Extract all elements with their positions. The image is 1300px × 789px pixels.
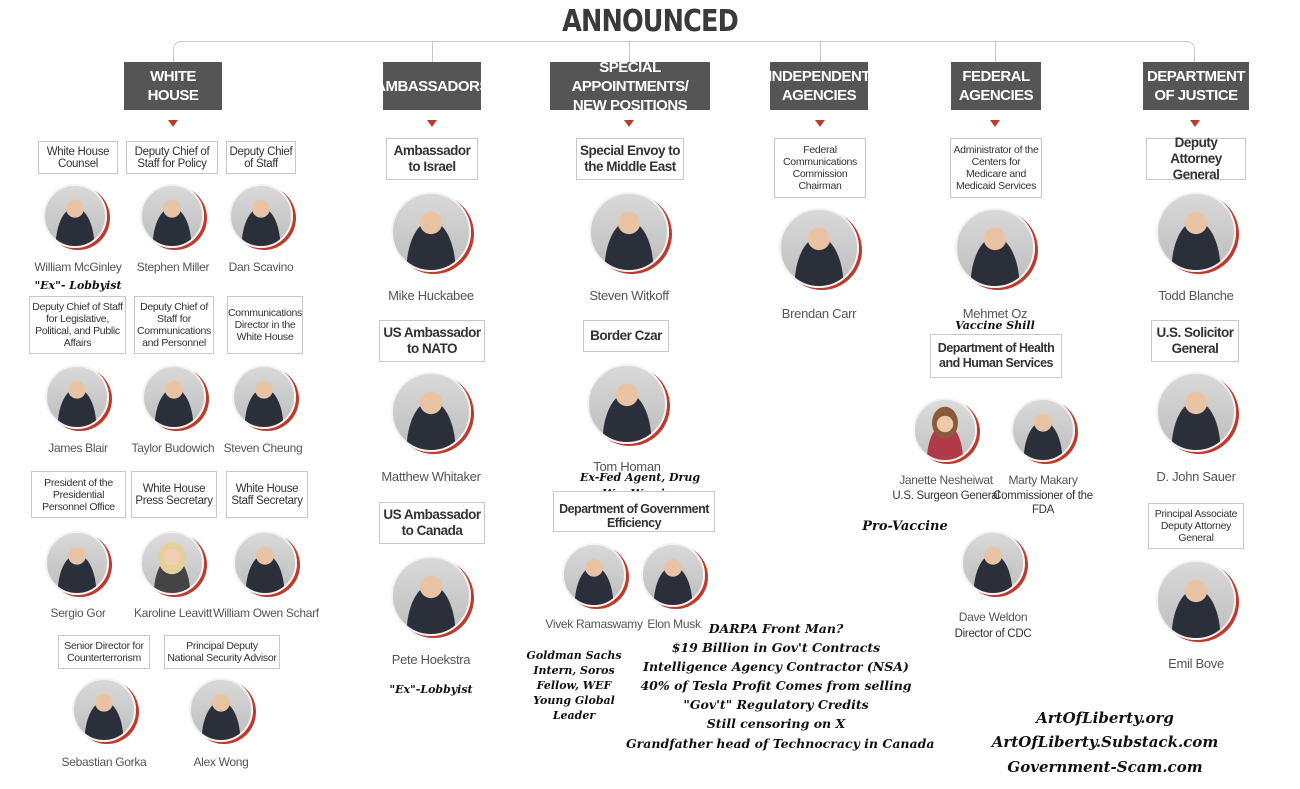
portrait-avatar <box>1156 192 1236 272</box>
role-box: Deputy Chief of Staff for Policy <box>126 141 218 174</box>
role-box: US Ambassador to NATO <box>379 320 485 362</box>
portrait-avatar <box>232 365 296 429</box>
person-name: Matthew Whitaker <box>381 469 481 484</box>
arrow-icon <box>624 120 634 127</box>
role-box: Deputy Chief of Staff <box>226 141 296 174</box>
page-title: ANNOUNCED <box>562 4 738 39</box>
person-name: James Blair <box>48 441 108 455</box>
person-role: Commissioner of the FDA <box>993 490 1093 516</box>
portrait-avatar <box>779 208 859 288</box>
person-name: Sergio Gor <box>50 606 106 620</box>
annotation: Vaccine Shill <box>955 319 1035 332</box>
role-box: Special Envoy to the Middle East <box>576 138 684 180</box>
header-independent-agencies: INDEPENDENT AGENCIES <box>770 62 868 110</box>
portrait-avatar <box>45 365 109 429</box>
person-name: Dave Weldon <box>958 610 1028 624</box>
person-name: Steven Witkoff <box>589 288 669 303</box>
arrow-icon <box>1190 120 1200 127</box>
connector-line <box>820 41 821 63</box>
role-box: Deputy Attorney General <box>1146 138 1246 180</box>
annotation: Ex-Fed Agent, Drug <box>579 471 701 484</box>
connector-line <box>995 41 996 63</box>
header-department-of-justice: DEPARTMENT OF JUSTICE <box>1143 62 1249 110</box>
portrait-avatar <box>142 365 206 429</box>
person-role: Director of CDC <box>954 628 1032 640</box>
role-box: U.S. Solicitor General <box>1151 320 1239 362</box>
role-box: Border Czar <box>583 320 669 352</box>
annotation: Fellow, WEF <box>536 679 612 692</box>
portrait-avatar <box>391 372 471 452</box>
portrait-avatar <box>562 543 626 607</box>
annotation: Leader <box>552 709 596 722</box>
annotation: "Gov't" Regulatory Credits <box>683 697 869 712</box>
arrow-icon <box>815 120 825 127</box>
role-box: Principal Deputy National Security Advisor <box>164 635 280 669</box>
role-box: Department of Government Efficiency <box>553 491 715 532</box>
annotation: Goldman Sachs <box>526 649 622 662</box>
role-box: Deputy Chief of Staff for Communications and Personnel <box>134 296 214 354</box>
role-box: Senior Director for Counterterrorism <box>58 635 150 669</box>
person-name: Taylor Budowich <box>131 441 215 455</box>
person-name: Alex Wong <box>193 755 249 769</box>
annotation: Intern, Soros <box>533 664 615 677</box>
role-box: White House Counsel <box>38 141 118 174</box>
annotation: "Ex"- Lobbyist <box>34 279 122 292</box>
person-role: U.S. Surgeon General <box>892 490 1000 502</box>
person-name: Karoline Leavitt <box>134 606 212 620</box>
annotation: 40% of Tesla Profit Comes from selling <box>640 678 912 693</box>
role-box: Administrator of the Centers for Medicare and Medicaid Services <box>950 138 1042 198</box>
portrait-avatar <box>391 556 471 636</box>
portrait-avatar <box>587 364 667 444</box>
person-name: Mehmet Oz <box>962 306 1028 321</box>
annotation: $19 Billion in Gov't Contracts <box>671 640 881 655</box>
portrait-avatar <box>955 208 1035 288</box>
arrow-icon <box>990 120 1000 127</box>
person-name: Brendan Carr <box>781 306 857 321</box>
role-box: Ambassador to Israel <box>386 138 478 180</box>
header-white-house: WHITE HOUSE <box>124 62 222 110</box>
role-box: Federal Communications Commission Chairman <box>774 138 866 198</box>
person-name: Elon Musk <box>647 617 701 631</box>
role-box: Department of Health and Human Services <box>930 334 1062 378</box>
portrait-avatar <box>233 531 297 595</box>
person-name: Mike Huckabee <box>388 288 474 303</box>
person-name: Emil Bove <box>1168 656 1224 671</box>
annotation: "Ex"-Lobbyist <box>389 683 473 696</box>
portrait-avatar <box>589 192 669 272</box>
portrait-avatar <box>140 531 204 595</box>
portrait-avatar <box>140 184 204 248</box>
person-name: Tom Homan <box>593 459 661 474</box>
person-name: D. John Sauer <box>1156 469 1236 484</box>
person-name: Vivek Ramaswamy <box>545 617 643 631</box>
person-name: Sebastian Gorka <box>61 755 147 769</box>
person-name: Steven Cheung <box>223 441 303 455</box>
portrait-avatar <box>189 678 253 742</box>
annotation: Intelligence Agency Contractor (NSA) <box>643 659 909 674</box>
role-box: Communications Director in the White House <box>227 296 303 354</box>
portrait-avatar <box>229 184 293 248</box>
annotation: Still censoring on X <box>706 716 846 731</box>
role-box: White House Press Secretary <box>131 471 217 518</box>
website-text: ArtOfLiberty.Substack.com <box>991 733 1219 751</box>
role-box: White House Staff Secretary <box>226 471 308 518</box>
portrait-avatar <box>43 184 107 248</box>
website-text: ArtOfLiberty.org <box>1036 709 1174 727</box>
header-federal-agencies: FEDERAL AGENCIES <box>951 62 1041 110</box>
person-name: Dan Scavino <box>228 260 294 274</box>
portrait-avatar <box>72 678 136 742</box>
person-name: Todd Blanche <box>1158 288 1234 303</box>
person-name: Stephen Miller <box>136 260 210 274</box>
annotation: Grandfather head of Technocracy in Canada <box>626 736 935 751</box>
connector-line <box>432 41 433 63</box>
portrait-avatar <box>1156 372 1236 452</box>
portrait-avatar <box>45 531 109 595</box>
role-box: Principal Associate Deputy Attorney General <box>1148 503 1244 549</box>
portrait-avatar <box>641 543 705 607</box>
role-box: US Ambassador to Canada <box>379 502 485 544</box>
arrow-icon <box>168 120 178 127</box>
person-name: Pete Hoekstra <box>391 652 471 667</box>
person-name: William Owen Scharf <box>213 606 319 620</box>
role-box: Deputy Chief of Staff for Legislative, Political, and Public Affairs <box>29 296 126 354</box>
portrait-avatar <box>961 531 1025 595</box>
portrait-avatar <box>1156 560 1236 640</box>
website-text: Government-Scam.com <box>1007 758 1203 776</box>
person-name: William McGinley <box>34 260 122 274</box>
header-ambassadors: AMBASSADORS <box>383 62 481 110</box>
annotation: Pro-Vaccine <box>862 519 948 534</box>
annotation: DARPA Front Man? <box>708 621 844 636</box>
portrait-avatar <box>913 398 977 462</box>
arrow-icon <box>427 120 437 127</box>
person-name: Janette Nesheiwat <box>899 473 993 487</box>
annotation: Young Global <box>533 694 615 707</box>
person-name: Marty Makary <box>1008 473 1078 487</box>
header-special-appointments: SPECIAL APPOINTMENTS/ NEW POSITIONS <box>550 62 710 110</box>
role-box: President of the Presidential Personnel Office <box>31 471 126 518</box>
portrait-avatar <box>1011 398 1075 462</box>
portrait-avatar <box>391 192 471 272</box>
